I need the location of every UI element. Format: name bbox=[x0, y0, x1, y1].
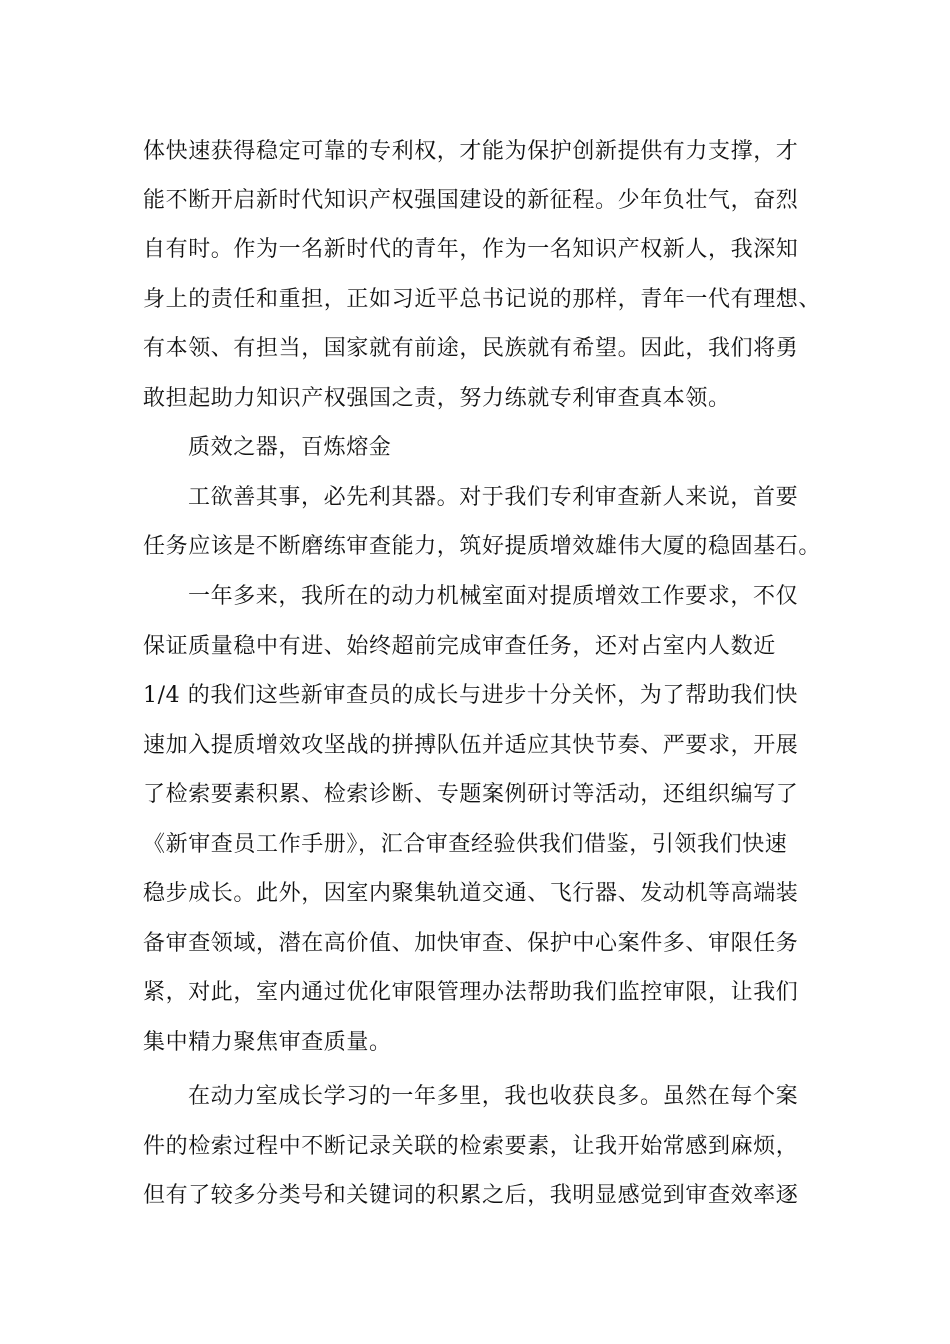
text-line: 集中精力聚焦审查质量。 bbox=[143, 1030, 392, 1055]
text-line: 但有了较多分类号和关键词的积累之后，我明显感觉到审查效率逐 bbox=[143, 1183, 799, 1208]
text-line: 自有时。作为一名新时代的青年，作为一名知识产权新人，我深知 bbox=[143, 237, 799, 262]
text-line: 1/4 的我们这些新审查员的成长与进步十分关怀，为了帮助我们快 bbox=[143, 683, 799, 708]
text-line: 紧，对此，室内通过优化审限管理办法帮助我们监控审限，让我们 bbox=[143, 980, 799, 1005]
text-line: 敢担起助力知识产权强国之责，努力练就专利审查真本领。 bbox=[143, 386, 731, 411]
text-line: 保证质量稳中有进、始终超前完成审查任务，还对占室内人数近 bbox=[143, 634, 776, 659]
text-line: 体快速获得稳定可靠的专利权，才能为保护创新提供有力支撑，才 bbox=[143, 139, 799, 164]
text-line: 了检索要素积累、检索诊断、专题案例研讨等活动，还组织编写了 bbox=[143, 782, 799, 807]
text-line: 《新审查员工作手册》，汇合审查经验供我们借鉴，引领我们快速 bbox=[143, 832, 788, 857]
text-line: 备审查领域，潜在高价值、加快审查、保护中心案件多、审限任务 bbox=[143, 931, 799, 956]
text-line: 件的检索过程中不断记录关联的检索要素，让我开始常感到麻烦， bbox=[143, 1134, 799, 1159]
text-line: 稳步成长。此外，因室内聚集轨道交通、飞行器、发动机等高端装 bbox=[143, 881, 799, 906]
text-line: 速加入提质增效攻坚战的拼搏队伍并适应其快节奏、严要求，开展 bbox=[143, 733, 799, 758]
text-line: 一年多来，我所在的动力机械室面对提质增效工作要求，不仅 bbox=[188, 584, 799, 609]
text-line: 在动力室成长学习的一年多里，我也收获良多。虽然在每个案 bbox=[188, 1084, 799, 1109]
section-heading: 质效之器，百炼熔金 bbox=[188, 435, 392, 460]
text-line: 工欲善其事，必先利其器。对于我们专利审查新人来说，首要 bbox=[188, 485, 799, 510]
text-line: 能不断开启新时代知识产权强国建设的新征程。少年负壮气，奋烈 bbox=[143, 188, 799, 213]
text-line: 有本领、有担当，国家就有前途，民族就有希望。因此，我们将勇 bbox=[143, 336, 799, 361]
text-line: 身上的责任和重担，正如习近平总书记说的那样，青年一代有理想、 bbox=[143, 287, 822, 312]
text-line: 任务应该是不断磨练审查能力，筑好提质增效雄伟大厦的稳固基石。 bbox=[143, 534, 822, 559]
